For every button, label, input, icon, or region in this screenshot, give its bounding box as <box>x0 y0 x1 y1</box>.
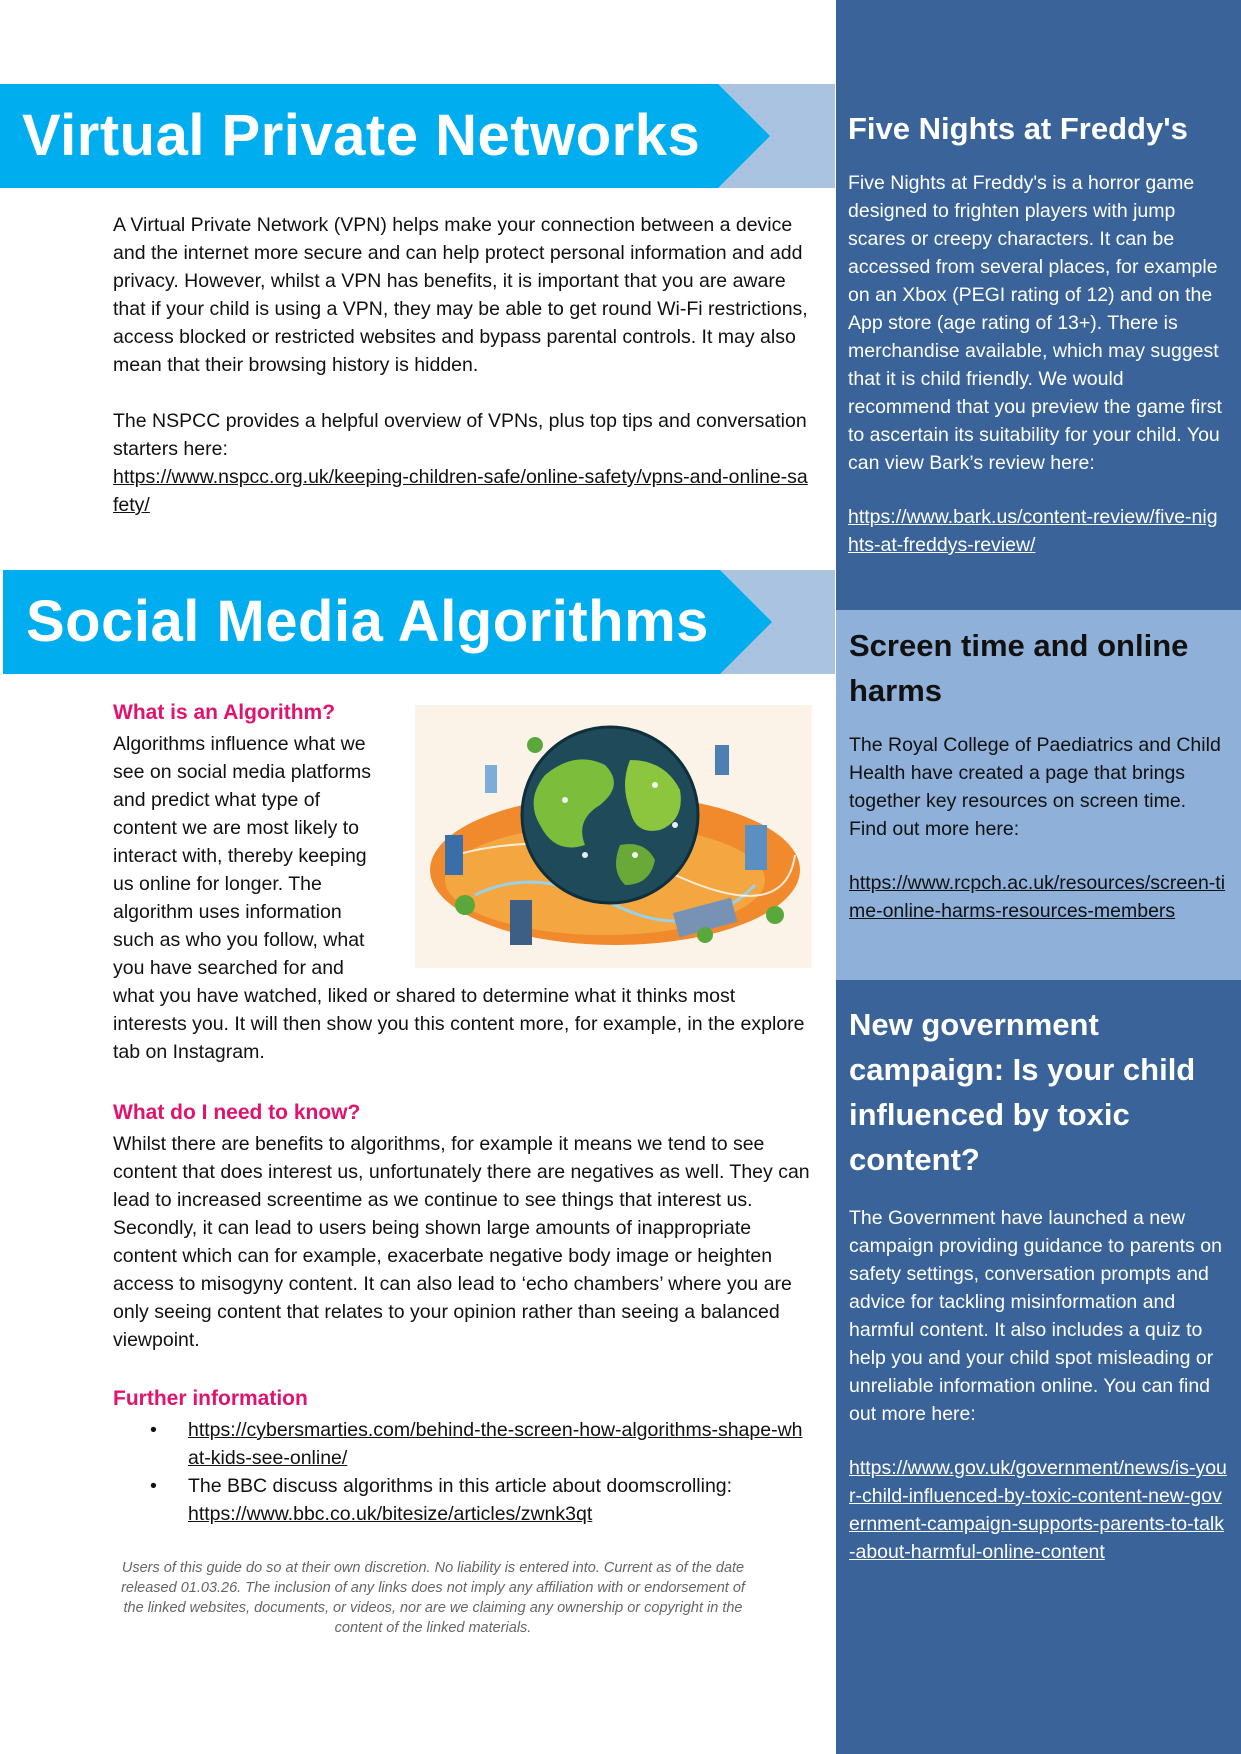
gov-uk-link[interactable]: https://www.gov.uk/government/news/is-your-child-influenced-by-toxic-content-new-government-campaign-supports-parents-to-talk-about-harmful-online-content <box>849 1457 1227 1563</box>
disclaimer: Users of this guide do so at their own discretion. No liability is entered into. Current as of the date released 01.03.26. The inclusion of any links does not imply any affiliation with or endorsement of the linked websites, documents, or videos, nor are we claiming any ownership or copyright in the content of the linked materials. <box>121 1560 745 1636</box>
text-line: see on social media platforms <box>113 761 371 783</box>
text-line: and predict what type of <box>113 789 321 811</box>
sidebar-fnaf <box>836 0 1241 610</box>
what-need-to-know-heading: What do I need to know? <box>113 1101 361 1124</box>
cybersmarties-link[interactable]: https://cybersmarties.com/behind-the-screen-how-algorithms-shape-what-kids-see-online/ <box>188 1419 803 1469</box>
vpn-title: Virtual Private Networks <box>22 103 701 168</box>
further-information-heading: Further information <box>113 1387 308 1410</box>
further-information-list <box>113 1416 813 1528</box>
what-is-algorithm-heading: What is an Algorithm? <box>113 701 336 724</box>
rcpch-link[interactable]: https://www.rcpch.ac.uk/resources/screen-time-online-harms-resources-members <box>849 872 1226 922</box>
bbc-item-text: The BBC discuss algorithms in this article about doomscrolling: <box>188 1475 733 1497</box>
algorithm-wrapped-text <box>113 730 413 982</box>
text-line: content we are most likely to <box>113 817 360 839</box>
text-line: such as who you follow, what <box>113 929 365 951</box>
gov-campaign-title: New government campaign: Is your child influenced by toxic content? <box>849 1007 1196 1177</box>
need-to-know-text: Whilst there are benefits to algorithms, for example it means we tend to see content that does interest us, unfortunately there are negatives as well. They can lead to increased screentime as we continue to see things that interest us. Secondly, it can lead to users being shown large amounts of inappropriate content which can for example, exacerbate negative body image or heighten access to misogyny content. It can also lead to ‘echo chambers’ where you are only seeing content that relates to your opinion rather than seeing a balanced viewpoint. <box>113 1133 810 1351</box>
fnaf-text: Five Nights at Freddy's is a horror game designed to frighten players with jump scares or creepy characters. It can be accessed from several places, for example on an Xbox (PEGI rating of 12) and on the App store (age rating of 13+). There is merchandise available, which may suggest that it is child friendly. We would recommend that you preview the game first to ascertain its suitability for your child. You can view Bark’s review here: <box>848 172 1222 474</box>
bullet: • <box>150 1475 157 1497</box>
bark-review-link[interactable]: https://www.bark.us/content-review/five-nights-at-freddys-review/ <box>848 506 1218 556</box>
algorithms-title: Social Media Algorithms <box>26 589 709 654</box>
vpn-paragraph-1: A Virtual Private Network (VPN) helps make your connection between a device and the internet more secure and can help protect personal information and add privacy. However, whilst a VPN has benefits, it is important that you are aware that if your child is using a VPN, they may be able to get round Wi-Fi restrictions, access blocked or restricted websites and bypass parental controls. It may also mean that their browsing history is hidden. <box>113 214 808 376</box>
fnaf-title: Five Nights at Freddy's <box>848 111 1188 146</box>
list-item <box>150 1472 813 1528</box>
gov-campaign-text: The Government have launched a new campaign providing guidance to parents on safety settings, conversation prompts and advice for tackling misinformation and harmful content. It also includes a quiz to help you and your child spot misleading or unreliable information online. You can find out more here: <box>849 1207 1222 1425</box>
algorithm-text-rest: what you have watched, liked or shared to determine what it thinks most interests you. It will then show you this content more, for example, in the explore tab on Instagram. <box>113 985 805 1063</box>
screen-time-title: Screen time and online harms <box>849 628 1189 708</box>
text-line: algorithm uses information <box>113 901 342 923</box>
sidebar-screen-time <box>836 610 1241 980</box>
nspcc-vpn-link[interactable]: https://www.nspcc.org.uk/keeping-children-safe/online-safety/vpns-and-online-safety/ <box>113 466 808 516</box>
vpn-section <box>113 211 813 519</box>
list-item <box>150 1416 813 1472</box>
text-line: us online for longer. The <box>113 873 322 895</box>
text-line: interact with, thereby keeping <box>113 845 367 867</box>
globe-icon <box>415 705 812 968</box>
vpn-banner <box>0 84 835 188</box>
text-line: you have searched for and <box>113 957 344 979</box>
bbc-bitesize-link[interactable]: https://www.bbc.co.uk/bitesize/articles/zwnk3qt <box>188 1503 593 1525</box>
algorithms-banner <box>0 570 835 674</box>
globe-illustration <box>415 705 812 968</box>
screen-time-text: The Royal College of Paediatrics and Child Health have created a page that brings together key resources on screen time. Find out more here: <box>849 734 1221 840</box>
sidebar-gov-campaign <box>836 980 1241 1754</box>
text-line: Algorithms influence what we <box>113 733 366 755</box>
bullet: • <box>150 1419 157 1441</box>
vpn-paragraph-2: The NSPCC provides a helpful overview of VPNs, plus top tips and conversation starters here: <box>113 410 807 460</box>
